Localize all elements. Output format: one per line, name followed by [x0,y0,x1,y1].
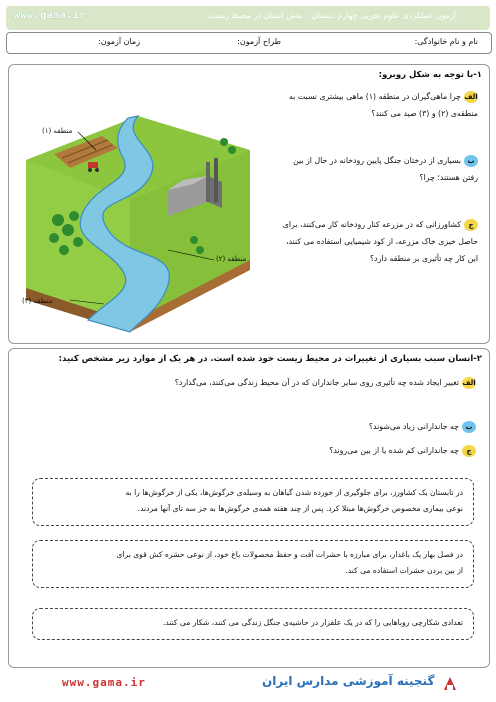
q1-badge-b: ب [464,155,478,167]
q2-badge-b: ب [462,421,476,433]
case-1-line-1: در تابستان یک کشاورز، برای جلوگیری از خورده شدن گیاهان به وسیله‌ی خرگوش‌ها، یکی از خرگوش‌ها را به [125,488,463,497]
footer-title: گنجینه آموزشی مدارس ایران [262,674,435,688]
case-2-line-1: در فصل بهار یک باغدار، برای مبارزه با حشرات آفت و حفظ محصولات باغ خود، از نوعی حشره کش قوی برای [116,550,463,559]
case-2-box [32,540,474,588]
q2-badge-c: ج [462,445,476,457]
q1-badge-c: ج [464,219,478,231]
exam-title: آزمون عملکردی علوم تجربی چهارم دبستان [311,11,456,20]
landscape-illustration [18,110,270,334]
exam-subject: نقش انسان در محیط زیست [208,11,303,20]
question-1-title: ۱-با توجه به شکل روبرو: [378,70,482,80]
q1-badge-a: الف [464,93,478,101]
q2-part-a: الفتغییر ایجاد شده چه تأثیری روی سایر جانداران که در آن محیط زندگی می‌کنند، می‌گذارد؟ [174,378,476,387]
case-2-line-2: از بین بردن حشرات استفاده می کند. [345,566,463,575]
region-3-label: منطقه (۳) [22,297,53,305]
header-site: www.gama.ir [14,10,86,21]
q1-part-c: جکشاورزانی که در مزرعه کنار رودخانه کار می‌کنند، برای حاصل خیزی خاک مزرعه، از کود شیمیایی استفاده می کنند، این کار چه تأثیری بر منطقه دارد؟ [282,220,478,263]
question-2-title: ۲-انسان سبب بسیاری از تغییرات در محیط زیست خود شده است. در هر یک از موارد زیر مشخص کنید: [58,354,482,364]
footer-site: www.gama.ir [62,676,146,689]
region-1-label: منطقه (۱) [42,127,73,135]
case-1-box [32,478,474,526]
tractor-icon [88,162,98,168]
region-2-label: منطقه (۲) [216,255,247,263]
q2-part-b: بچه جاندارانی زیاد می‌شوند؟ [36,418,476,435]
time-label: زمان آزمون: [98,37,141,46]
footer-logo-icon [440,674,460,694]
case-3-line-1: تعدادی شکارچی روباهایی را که در یک علفزار در حاشیه‌ی جنگل زندگی می کنند، شکار می کنند. [162,618,463,627]
designer-label: طراح آزمون: [237,37,281,46]
case-3-box [32,608,474,640]
name-label: نام و نام خانوادگی: [414,37,478,46]
q1-part-b: ببسیاری از درختان جنگل پایین رودخانه در حال از بین رفتن هستند؛ چرا؟ [293,156,478,182]
q2-part-c: جچه جاندارانی کم شده یا از بین می‌روند؟ [36,442,476,459]
q1-part-a: الفچرا ماهی‌گیران در منطقه (۱) ماهی بیشتری نسبت به منطقه‌ی (۲) و (۳) صید می کنند؟ [289,92,478,118]
case-1-line-2: نوعی بیماری مخصوص خرگوش‌ها مبتلا کرد. پس از چند هفته همه‌ی خرگوش‌ها به جز سه تای آنها مردند. [137,504,463,513]
q2-badge-a: الف [462,379,476,387]
